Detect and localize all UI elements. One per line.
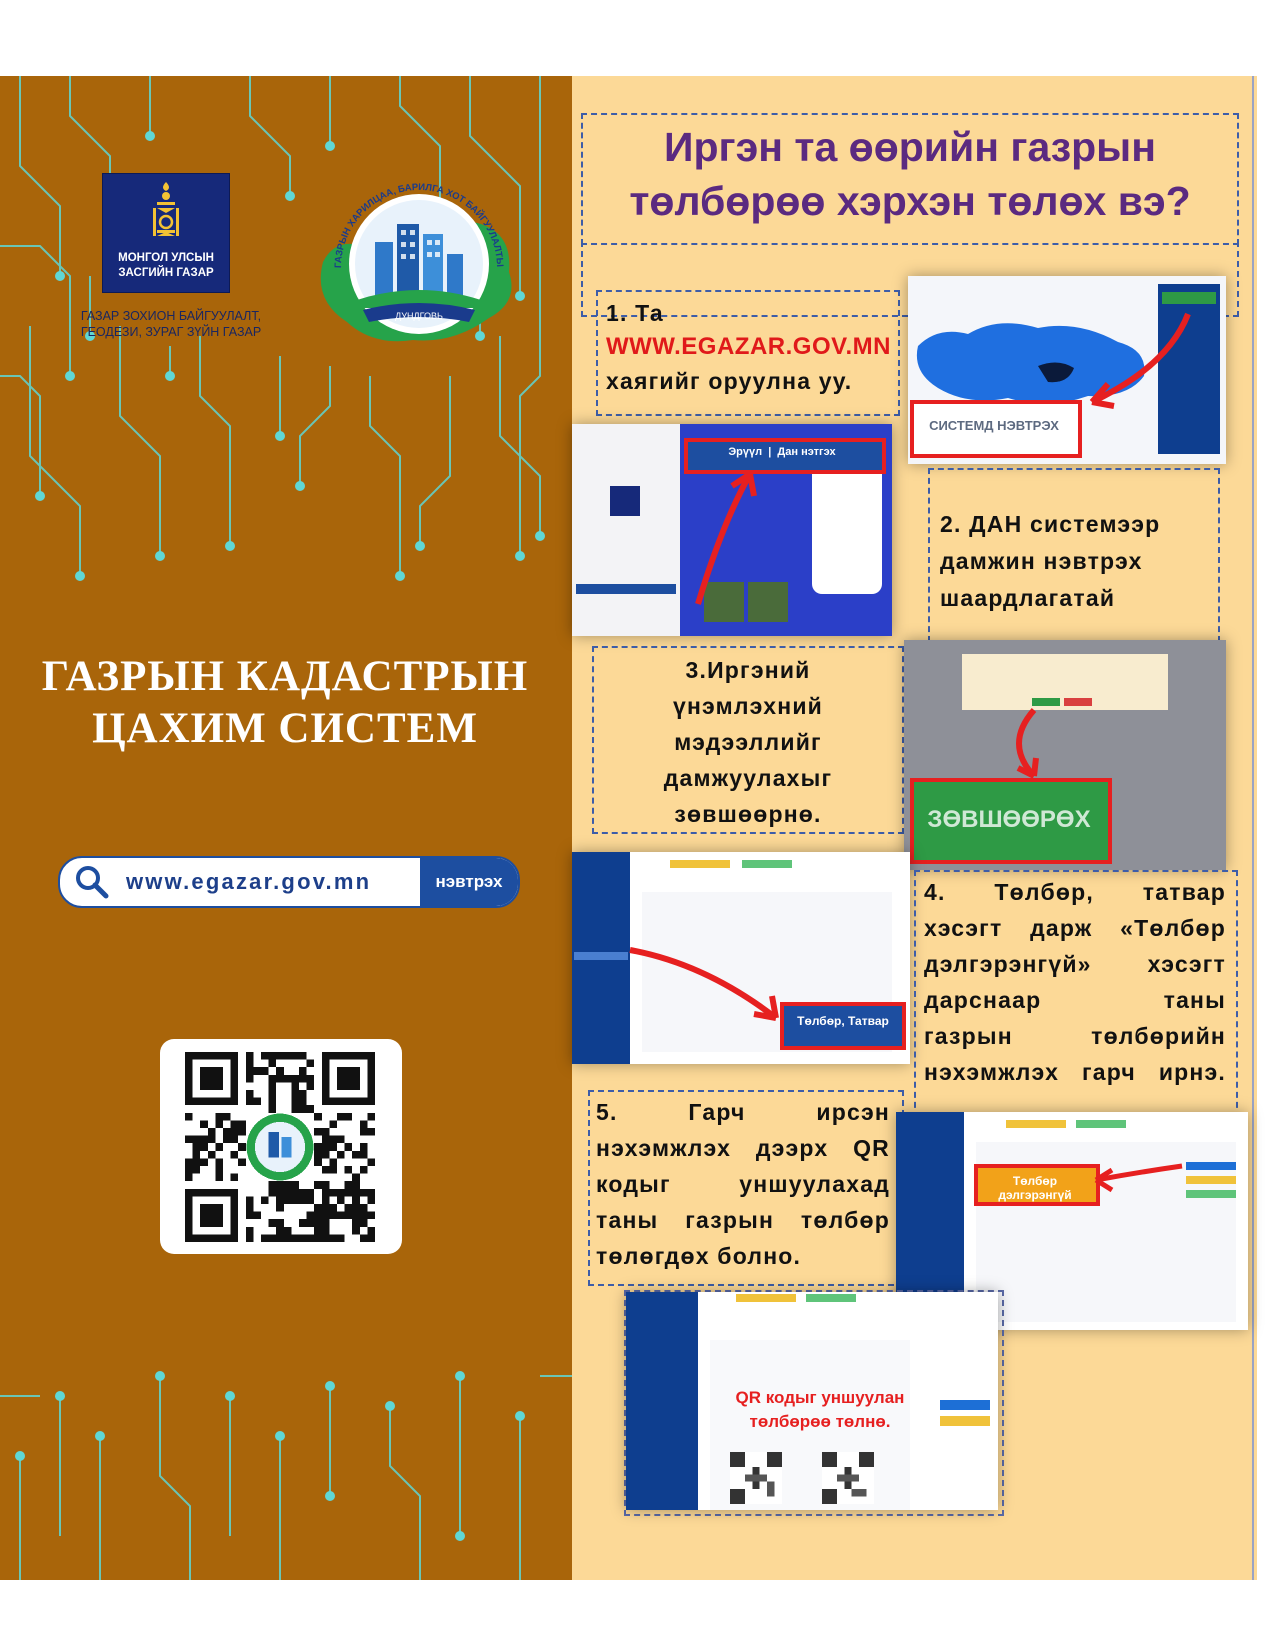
red-pointer-arrow-icon (1078, 306, 1198, 426)
step3-line5: зөвшөөрнө. (674, 801, 822, 827)
land-logo-ribbon: ДУНДГОВЬ (395, 311, 443, 321)
government-logo (102, 173, 230, 293)
step4-line5: газрын төлбөрийн (924, 1023, 1226, 1049)
step4-screenshot (572, 852, 910, 1064)
system-title (20, 651, 550, 755)
instructions-title-line1: Иргэн та өөрийн газрын (664, 124, 1156, 170)
step5-line2: нэхэмжлэх дээрх QR (596, 1135, 890, 1161)
step4-text (924, 874, 1226, 1090)
left-panel (0, 76, 572, 1580)
step1-screenshot (908, 276, 1226, 464)
red-pointer-arrow-icon (692, 464, 792, 614)
step5-line3: кодыг уншуулахад (596, 1171, 890, 1197)
step4-line3: дэлгэрэнгүй» хэсэгт (924, 951, 1226, 977)
system-login-label[interactable]: СИСТЕМД НЭВТРЭХ (929, 418, 1059, 433)
instructions-title-line2: төлбөрөө хэрхэн төлөх вэ? (629, 178, 1191, 224)
instructions-title (590, 120, 1230, 228)
red-pointer-arrow-icon (626, 944, 796, 1034)
qr-pay-caption-line1: QR кодыг уншуулан (735, 1388, 905, 1407)
dan-tabs[interactable]: Эрүүл | Дан нэтгэх (728, 446, 836, 458)
land-agency-emblem-icon (313, 172, 525, 348)
right-edge-rule (1252, 76, 1254, 1580)
payment-details-button[interactable]: Төлбөр дэлгэрэнгүй (998, 1174, 1072, 1202)
agency-name (60, 308, 282, 340)
qr-pay-caption (710, 1386, 930, 1434)
step1-line3: хаягийг оруулна уу. (606, 368, 853, 394)
step3-text (598, 652, 898, 832)
final-screenshot (626, 1292, 998, 1510)
step3-line3: мэдээллийг (674, 729, 822, 755)
step4-line4: дарснаар таны (924, 987, 1226, 1013)
step5-text (596, 1094, 890, 1274)
dan-tab-2[interactable]: Дан нэтгэх (777, 446, 836, 458)
step5-line1: 5. Гарч ирсэн (596, 1099, 890, 1125)
land-agency-logo (313, 172, 525, 348)
step1-url[interactable]: WWW.EGAZAR.GOV.MN (606, 333, 891, 360)
step1-text (606, 296, 896, 398)
agency-line1: ГАЗАР ЗОХИОН БАЙГУУЛАЛТ, (80, 309, 262, 323)
step5-line4: таны газрын төлбөр (596, 1207, 890, 1233)
system-title-line1: ГАЗРЫН КАДАСТРЫН (41, 653, 529, 700)
red-pointer-arrow-icon (1090, 1158, 1186, 1198)
approve-button[interactable]: ЗӨВШӨӨРӨХ (927, 806, 1091, 833)
step4-line1: 4. Төлбөр, татвар (924, 879, 1226, 905)
step2-line3: шаардлагатай (940, 585, 1116, 611)
step3-line2: үнэмлэхний (672, 693, 824, 719)
qr-code-small-icon (730, 1452, 782, 1504)
red-pointer-arrow-icon (994, 704, 1074, 784)
gov-logo-line2: ЗАСГИЙН ГАЗАР (118, 267, 214, 279)
step3-screenshot (904, 640, 1226, 870)
step3-line4: дамжуулахыг (663, 765, 833, 791)
step4-line2: хэсэгт дарж «Төлбөр (924, 915, 1226, 941)
step1-line1: 1. Та (606, 300, 664, 326)
dan-tab-1[interactable]: Эрүүл (728, 446, 763, 458)
soyombo-emblem-icon (149, 180, 183, 242)
website-search-bar[interactable] (58, 856, 520, 908)
qr-pay-caption-line2: төлбөрөө төлнө. (749, 1412, 891, 1431)
payment-tax-tab[interactable]: Төлбөр, Татвар (797, 1014, 889, 1028)
agency-line2: ГЕОДЕЗИ, ЗУРАГ ЗҮЙН ГАЗАР (80, 325, 262, 339)
step4-line6: нэхэмжлэх гарч ирнэ. (924, 1059, 1226, 1085)
land-logo-arc-text: ГАЗРЫН ХАРИЛЦАА, БАРИЛГА ХОТ БАЙГУУЛАЛТЫ (332, 181, 506, 269)
step2-text (940, 506, 1216, 617)
qr-code-small-icon (822, 1452, 874, 1504)
step2-line1: 2. ДАН системээр (940, 511, 1161, 537)
step5-line5: төлөгдөх болно. (596, 1243, 802, 1269)
step2-screenshot (572, 424, 892, 636)
step3-line1: 3.Иргэний (685, 657, 811, 683)
gov-logo-line1: МОНГОЛ УЛСЫН (118, 252, 214, 264)
qr-code-card (160, 1039, 402, 1254)
qr-code (180, 1052, 380, 1242)
system-title-line2: ЦАХИМ СИСТЕМ (92, 705, 478, 752)
website-url[interactable]: www.egazar.gov.mn (126, 869, 372, 894)
step2-line2: дамжин нэвтрэх (940, 548, 1143, 574)
login-button[interactable]: нэвтрэх (420, 858, 518, 906)
search-icon (74, 864, 110, 900)
